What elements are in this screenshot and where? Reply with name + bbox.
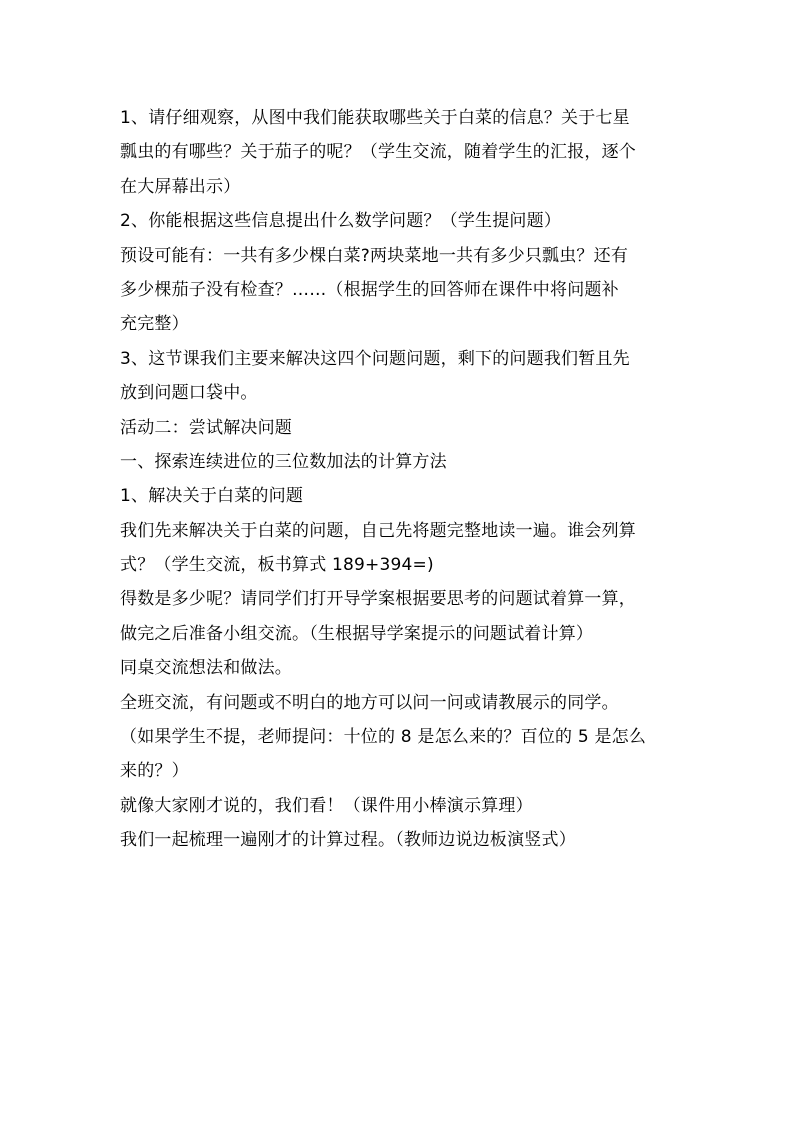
text-line: 1、解决关于白菜的问题: [120, 486, 304, 507]
text-line: 做完之后准备小组交流。（生根据导学案提示的问题试着计算）: [120, 623, 594, 644]
text-line: 瓢虫的有哪些？关于茄子的呢？（学生交流，随着学生的汇报，逐个: [120, 142, 636, 163]
section-heading: 活动二：尝试解决问题: [120, 417, 292, 438]
text-line: 来的？）: [120, 761, 189, 782]
text-line: 充完整）: [120, 314, 189, 335]
text-line: 在大屏幕出示）: [120, 176, 241, 197]
subsection-heading: 一、探索连续进位的三位数加法的计算方法: [120, 451, 447, 472]
text-line: 3、这节课我们主要来解决这四个问题问题，剩下的问题我们暂且先: [120, 348, 630, 369]
text-line: 1、请仔细观察，从图中我们能获取哪些关于白菜的信息？关于七星: [120, 108, 630, 128]
text-line: 多少棵茄子没有检查？……（根据学生的回答师在课件中将问题补: [120, 279, 619, 300]
text-line: 放到问题口袋中。: [120, 383, 258, 404]
document-body: [120, 101, 680, 858]
text-line: 我们先来解决关于白菜的问题，自己先将题完整地读一遍。谁会列算: [120, 520, 636, 541]
text-line: （如果学生不提，老师提问：十位的 8 是怎么来的？百位的 5 是怎么: [120, 727, 647, 748]
text-line: 我们一起梳理一遍刚才的计算过程。（教师边说边板演竖式）: [120, 830, 576, 851]
text-line: 全班交流，有问题或不明白的地方可以问一问或请教展示的同学。: [120, 692, 619, 713]
text-line: 得数是多少呢？请同学们打开导学案根据要思考的问题试着算一算，: [120, 589, 636, 610]
text-line: 同桌交流想法和做法。: [120, 658, 292, 679]
text-line: 2、你能根据这些信息提出什么数学问题？（学生提问题）: [120, 211, 562, 232]
text-line: 式？（学生交流，板书算式 189+394=): [120, 555, 434, 576]
text-line: 就像大家刚才说的，我们看！（课件用小棒演示算理）: [120, 795, 533, 816]
text-line: 预设可能有：一共有多少棵白菜?两块菜地一共有多少只瓢虫？还有: [120, 245, 629, 266]
